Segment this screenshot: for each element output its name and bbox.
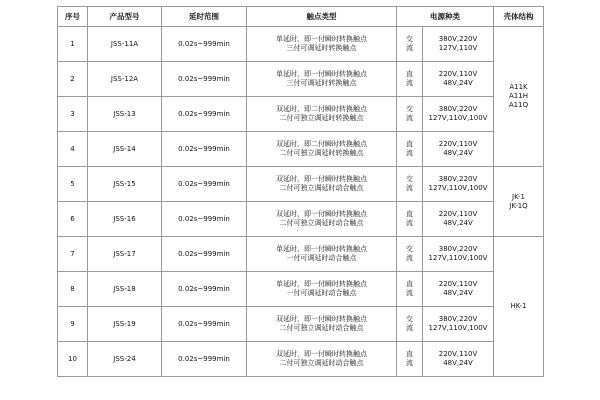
case-line: JK-1Q <box>509 201 528 210</box>
table-row <box>58 237 544 272</box>
contact-line: 双延时，即二付瞬时转换触点 <box>276 105 367 114</box>
cell-contact-type <box>247 307 397 342</box>
cell-model: JSS-14 <box>88 132 162 167</box>
contact-line: 二付可独立调延时动合触点 <box>279 184 364 192</box>
power-kind-char: 交 <box>406 35 413 44</box>
power-kind-char: 交 <box>406 175 413 184</box>
cell-no: 4 <box>58 132 88 167</box>
cell-power-kind <box>397 97 423 132</box>
cell-contact-type <box>247 272 397 307</box>
cell-no: 10 <box>58 342 88 377</box>
power-kind-char: 流 <box>406 219 413 227</box>
cell-contact-type <box>247 202 397 237</box>
case-line: A11K <box>509 83 528 92</box>
table-header <box>58 7 544 27</box>
cell-no: 7 <box>58 237 88 272</box>
cell-delay-range: 0.02s~999min <box>162 132 247 167</box>
cell-voltage <box>423 342 494 377</box>
contact-line: 双延时，即一付瞬时转换触点 <box>276 175 367 184</box>
cell-model: JSS-18 <box>88 272 162 307</box>
cell-power-kind <box>397 167 423 202</box>
cell-voltage <box>423 97 494 132</box>
power-kind-char: 直 <box>406 350 413 359</box>
contact-line: 单延时，即一付瞬时转换触点 <box>276 245 367 254</box>
cell-model: JSS-12A <box>88 62 162 97</box>
contact-line: 双延时，即一付瞬时转换触点 <box>276 350 367 359</box>
column-header-delay-range: 延时范围 <box>162 7 247 27</box>
column-header-case-structure: 壳体结构 <box>494 7 544 27</box>
cell-delay-range: 0.02s~999min <box>162 307 247 342</box>
voltage-line: 220V,110V <box>438 350 478 359</box>
contact-line: 双延时，即一付瞬时转换触点 <box>276 315 367 324</box>
cell-power-kind <box>397 62 423 97</box>
cell-power-kind <box>397 307 423 342</box>
cell-delay-range: 0.02s~999min <box>162 167 247 202</box>
voltage-line: 127V,110V <box>438 44 478 52</box>
cell-delay-range: 0.02s~999min <box>162 62 247 97</box>
power-kind-char: 交 <box>406 245 413 254</box>
cell-voltage <box>423 202 494 237</box>
voltage-line: 380V,220V <box>438 245 478 254</box>
voltage-line: 48V,24V <box>443 289 473 297</box>
cell-power-kind <box>397 202 423 237</box>
power-kind-char: 直 <box>406 140 413 149</box>
table-row <box>58 202 544 237</box>
power-kind-char: 流 <box>406 79 413 87</box>
cell-power-kind <box>397 132 423 167</box>
column-header-model: 产品型号 <box>88 7 162 27</box>
power-kind-char: 流 <box>406 184 413 192</box>
table-header-row <box>58 7 544 27</box>
table-row <box>58 272 544 307</box>
cell-delay-range: 0.02s~999min <box>162 202 247 237</box>
table-row <box>58 62 544 97</box>
table-row <box>58 27 544 62</box>
power-kind-char: 流 <box>406 359 413 367</box>
cell-power-kind <box>397 27 423 62</box>
voltage-line: 220V,110V <box>438 140 478 149</box>
voltage-line: 48V,24V <box>443 79 473 87</box>
cell-no: 6 <box>58 202 88 237</box>
contact-line: 二付可独立调延时转换触点 <box>279 149 364 157</box>
cell-model: JSS-19 <box>88 307 162 342</box>
contact-line: 二付可独立调延时动合触点 <box>279 219 364 227</box>
power-kind-char: 流 <box>406 324 413 332</box>
cell-voltage <box>423 132 494 167</box>
case-line: A11H <box>509 92 528 101</box>
cell-model: JSS-24 <box>88 342 162 377</box>
column-header-power-type: 电源种类 <box>397 7 494 27</box>
contact-line: 单延时，即一付瞬时转换触点 <box>276 280 367 289</box>
column-header-no: 序号 <box>58 7 88 27</box>
contact-line: 二付可独立调延时转换触点 <box>279 114 364 122</box>
cell-no: 9 <box>58 307 88 342</box>
cell-model: JSS-11A <box>88 27 162 62</box>
cell-case-structure <box>494 27 544 167</box>
cell-voltage <box>423 167 494 202</box>
voltage-line: 380V,220V <box>438 175 478 184</box>
contact-line: 双延时，即一付瞬时转换触点 <box>276 210 367 219</box>
cell-power-kind <box>397 342 423 377</box>
cell-contact-type <box>247 97 397 132</box>
contact-line: 二付可独立调延时动合触点 <box>279 324 364 332</box>
voltage-line: 380V,220V <box>438 105 478 114</box>
power-kind-char: 交 <box>406 315 413 324</box>
cell-no: 1 <box>58 27 88 62</box>
voltage-line: 48V,24V <box>443 359 473 367</box>
table-row <box>58 97 544 132</box>
voltage-line: 220V,110V <box>438 70 478 79</box>
contact-line: 三付可调延时转换触点 <box>286 44 357 52</box>
voltage-line: 220V,110V <box>438 280 478 289</box>
cell-case-structure <box>494 167 544 237</box>
contact-line: 三付可调延时转换触点 <box>286 79 357 87</box>
power-kind-char: 流 <box>406 254 413 262</box>
case-line: HK-1 <box>510 302 527 311</box>
voltage-line: 127V,110V,100V <box>428 254 488 262</box>
power-kind-char: 直 <box>406 210 413 219</box>
cell-contact-type <box>247 27 397 62</box>
cell-contact-type <box>247 167 397 202</box>
cell-contact-type <box>247 342 397 377</box>
power-kind-char: 直 <box>406 280 413 289</box>
voltage-line: 127V,110V,100V <box>428 114 488 122</box>
cell-contact-type <box>247 132 397 167</box>
cell-power-kind <box>397 237 423 272</box>
cell-case-structure <box>494 237 544 377</box>
voltage-line: 127V,110V,100V <box>428 324 488 332</box>
table-row <box>58 342 544 377</box>
cell-power-kind <box>397 272 423 307</box>
cell-voltage <box>423 307 494 342</box>
cell-voltage <box>423 27 494 62</box>
contact-line: 单延时，即一付瞬时转换触点 <box>276 70 367 79</box>
power-kind-char: 直 <box>406 70 413 79</box>
cell-model: JSS-13 <box>88 97 162 132</box>
contact-line: 一付可调延时动合触点 <box>286 289 357 297</box>
contact-line: 双延时，即二付瞬时转换触点 <box>276 140 367 149</box>
cell-contact-type <box>247 237 397 272</box>
cell-contact-type <box>247 62 397 97</box>
power-kind-char: 流 <box>406 44 413 52</box>
cell-no: 2 <box>58 62 88 97</box>
table-row <box>58 307 544 342</box>
table-row <box>58 167 544 202</box>
cell-delay-range: 0.02s~999min <box>162 97 247 132</box>
voltage-line: 48V,24V <box>443 149 473 157</box>
voltage-line: 380V,220V <box>438 315 478 324</box>
cell-no: 5 <box>58 167 88 202</box>
voltage-line: 127V,110V,100V <box>428 184 488 192</box>
cell-model: JSS-15 <box>88 167 162 202</box>
cell-delay-range: 0.02s~999min <box>162 237 247 272</box>
cell-model: JSS-17 <box>88 237 162 272</box>
voltage-line: 48V,24V <box>443 219 473 227</box>
cell-delay-range: 0.02s~999min <box>162 27 247 62</box>
contact-line: 二付可独立调延时动合触点 <box>279 359 364 367</box>
cell-no: 8 <box>58 272 88 307</box>
table-body <box>58 27 544 377</box>
cell-voltage <box>423 62 494 97</box>
cell-delay-range: 0.02s~999min <box>162 272 247 307</box>
cell-delay-range: 0.02s~999min <box>162 342 247 377</box>
power-kind-char: 流 <box>406 289 413 297</box>
voltage-line: 220V,110V <box>438 210 478 219</box>
power-kind-char: 流 <box>406 149 413 157</box>
table-row <box>58 132 544 167</box>
specification-table <box>57 6 544 377</box>
contact-line: 单延时，即一付瞬时转换触点 <box>276 35 367 44</box>
case-line: JK-1 <box>512 192 525 201</box>
case-line: A11Q <box>508 100 529 109</box>
power-kind-char: 交 <box>406 105 413 114</box>
cell-voltage <box>423 237 494 272</box>
cell-no: 3 <box>58 97 88 132</box>
cell-voltage <box>423 272 494 307</box>
contact-line: 一付可调延时动合触点 <box>286 254 357 262</box>
column-header-contact-type: 触点类型 <box>247 7 397 27</box>
voltage-line: 380V,220V <box>438 35 478 44</box>
cell-model: JSS-16 <box>88 202 162 237</box>
power-kind-char: 流 <box>406 114 413 122</box>
